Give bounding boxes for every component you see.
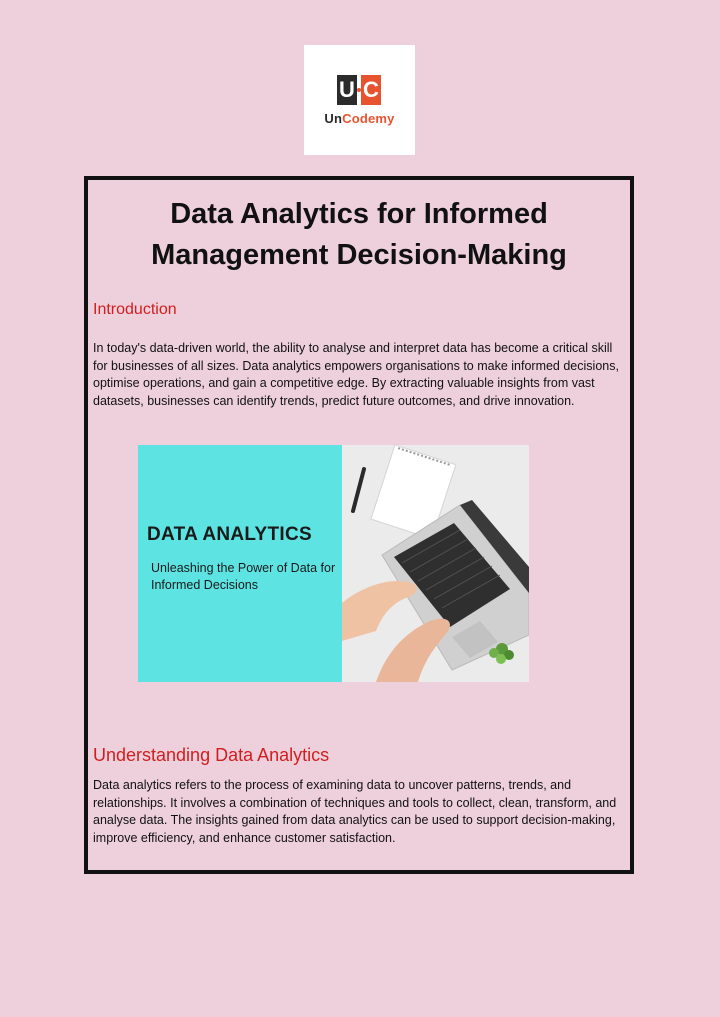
logo-word-part2: Codemy <box>342 111 395 126</box>
intro-paragraph: In today's data-driven world, the ability to analyse and interpret data has become a critical skill for businesses of all sizes. Data analytics empowers organisations to make informed decisions, optimise operations, and gain a competitive edge. By extracting valuable insights from vast datasets, businesses can identify trends, predict future outcomes, and drive innovation. <box>93 341 619 408</box>
logo <box>304 45 415 155</box>
logo-wordmark <box>304 111 415 126</box>
laptop-illustration <box>342 445 529 682</box>
intro-heading: Introduction <box>93 301 177 318</box>
understanding-heading: Understanding Data Analytics <box>93 745 330 765</box>
content-frame <box>84 176 634 874</box>
hero-text-panel <box>138 445 342 682</box>
hero-title: DATA ANALYTICS <box>147 524 312 545</box>
logo-word-part1: Un <box>324 111 343 126</box>
hero-image <box>138 445 529 682</box>
understanding-paragraph: Data analytics refers to the process of examining data to uncover patterns, trends, and relationships. It involves a combination of techniques and tools to collect, clean, transform, and analyse data. The insights gained from data analytics can be used to support decision-making, improve efficiency, and enhance customer satisfaction. <box>93 778 617 845</box>
logo-mark <box>337 75 381 105</box>
logo-letter-c: C <box>361 75 381 105</box>
logo-letter-u: U <box>337 75 357 105</box>
laptop-photo <box>342 445 529 682</box>
hero-subtitle: Unleashing the Power of Data for Informed Decisions <box>151 561 336 592</box>
page-title: Data Analytics for Informed Management Decision-Making <box>151 198 567 271</box>
